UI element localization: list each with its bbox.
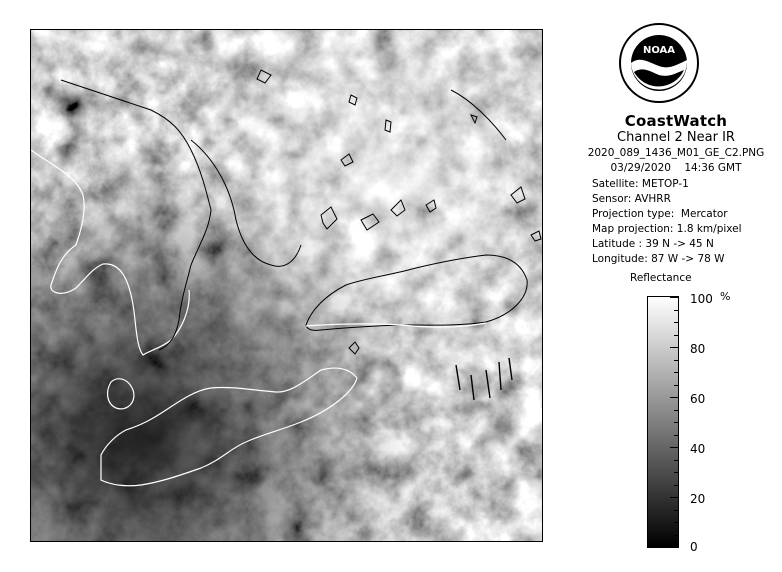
reflectance-colorbar	[647, 296, 679, 548]
colorbar-tick	[670, 547, 678, 548]
colorbar-tick	[674, 322, 678, 323]
satellite-image	[30, 29, 543, 542]
satellite-image-svg	[31, 30, 542, 541]
colorbar-tick	[674, 410, 678, 411]
sensor-label: Sensor: AVHRR	[592, 193, 671, 205]
colorbar-tick	[674, 535, 678, 536]
colorbar-tick	[670, 297, 678, 298]
datetime-label: 03/29/2020 14:36 GMT	[610, 162, 742, 174]
colorbar-tick	[674, 422, 678, 423]
legend-title: Reflectance	[630, 272, 692, 284]
latitude-label: Latitude : 39 N -> 45 N	[592, 238, 714, 250]
tick-label-60: 60	[690, 392, 706, 406]
colorbar-tick	[674, 472, 678, 473]
longitude-label: Longitude: 87 W -> 78 W	[592, 253, 725, 265]
colorbar-tick	[674, 510, 678, 511]
colorbar-tick	[674, 485, 678, 486]
colorbar-tick	[674, 435, 678, 436]
colorbar-tick	[670, 497, 678, 498]
colorbar-tick	[674, 335, 678, 336]
colorbar-tick	[674, 460, 678, 461]
colorbar-tick	[674, 522, 678, 523]
projection-type-label: Projection type: Mercator	[592, 208, 728, 220]
noaa-logo-icon	[618, 22, 700, 104]
tick-label-80: 80	[690, 342, 706, 356]
colorbar-tick	[670, 347, 678, 348]
filename-label: 2020_089_1436_M01_GE_C2.PNG	[587, 147, 765, 159]
tick-label-0: 0	[690, 540, 698, 554]
tick-label-40: 40	[690, 442, 706, 456]
colorbar-tick	[670, 397, 678, 398]
colorbar-tick	[670, 447, 678, 448]
colorbar-tick	[674, 372, 678, 373]
channel-label: Channel 2 Near IR	[617, 130, 735, 145]
tick-label-100: 100	[690, 292, 713, 306]
noaa-logo-svg	[618, 22, 700, 104]
legend-unit: %	[720, 290, 731, 303]
colorbar-tick	[674, 360, 678, 361]
colorbar-tick	[674, 310, 678, 311]
satellite-label: Satellite: METOP-1	[592, 178, 689, 190]
brand-title: CoastWatch	[624, 112, 728, 130]
colorbar-tick	[674, 385, 678, 386]
noaa-logo-text: NOAA	[642, 45, 676, 56]
tick-label-20: 20	[690, 492, 706, 506]
map-projection-label: Map projection: 1.8 km/pixel	[592, 223, 742, 235]
